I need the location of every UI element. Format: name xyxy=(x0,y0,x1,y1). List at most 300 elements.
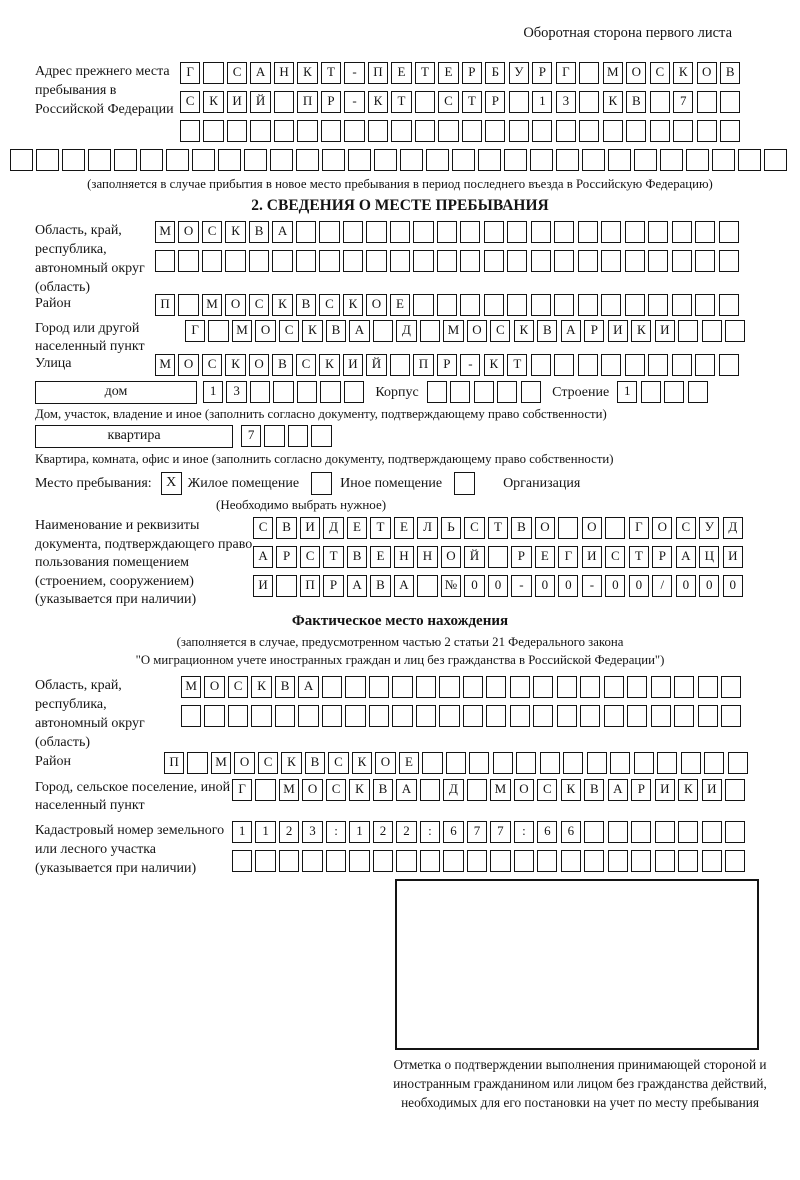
char-cell[interactable] xyxy=(227,120,247,142)
char-cell[interactable]: Р xyxy=(631,779,651,801)
char-cell[interactable] xyxy=(651,676,671,698)
char-cell[interactable] xyxy=(641,381,661,403)
char-cell[interactable]: М xyxy=(232,320,252,342)
char-cell[interactable]: Р xyxy=(511,546,531,568)
char-cell[interactable]: М xyxy=(490,779,510,801)
char-cell[interactable]: - xyxy=(582,575,602,597)
char-cell[interactable] xyxy=(764,149,787,171)
char-cell[interactable] xyxy=(579,120,599,142)
char-cell[interactable] xyxy=(507,294,527,316)
char-cell[interactable] xyxy=(326,850,346,872)
char-cell[interactable] xyxy=(279,850,299,872)
char-cell[interactable] xyxy=(415,91,435,113)
char-cell[interactable]: А xyxy=(608,779,628,801)
char-cell[interactable]: Ц xyxy=(699,546,719,568)
char-cell[interactable]: Г xyxy=(556,62,576,84)
char-cell[interactable] xyxy=(578,294,598,316)
char-cell[interactable] xyxy=(62,149,85,171)
char-cell[interactable] xyxy=(345,676,365,698)
char-cell[interactable] xyxy=(296,149,319,171)
char-cell[interactable]: 1 xyxy=(532,91,552,113)
char-cell[interactable] xyxy=(603,120,623,142)
char-cell[interactable]: 6 xyxy=(443,821,463,843)
char-cell[interactable] xyxy=(531,221,551,243)
char-cell[interactable] xyxy=(343,221,363,243)
char-cell[interactable] xyxy=(678,850,698,872)
char-cell[interactable] xyxy=(648,354,668,376)
char-cell[interactable]: 6 xyxy=(537,821,557,843)
char-cell[interactable] xyxy=(272,250,292,272)
char-cell[interactable]: 7 xyxy=(467,821,487,843)
char-cell[interactable] xyxy=(531,250,551,272)
char-cell[interactable] xyxy=(478,149,501,171)
char-cell[interactable]: Т xyxy=(370,517,390,539)
char-cell[interactable] xyxy=(369,676,389,698)
char-cell[interactable]: 0 xyxy=(535,575,555,597)
char-cell[interactable] xyxy=(88,149,111,171)
char-cell[interactable]: С xyxy=(326,779,346,801)
char-cell[interactable]: Т xyxy=(415,62,435,84)
char-cell[interactable] xyxy=(702,850,722,872)
char-cell[interactable] xyxy=(413,294,433,316)
char-cell[interactable] xyxy=(232,850,252,872)
char-cell[interactable]: Т xyxy=(629,546,649,568)
char-cell[interactable] xyxy=(497,381,517,403)
char-cell[interactable] xyxy=(413,221,433,243)
char-cell[interactable] xyxy=(719,221,739,243)
char-cell[interactable] xyxy=(608,821,628,843)
char-cell[interactable] xyxy=(698,705,718,727)
char-cell[interactable]: К xyxy=(631,320,651,342)
char-cell[interactable] xyxy=(296,250,316,272)
char-cell[interactable]: С xyxy=(300,546,320,568)
char-cell[interactable]: М xyxy=(155,354,175,376)
char-cell[interactable]: Й xyxy=(250,91,270,113)
char-cell[interactable]: И xyxy=(227,91,247,113)
char-cell[interactable]: А xyxy=(347,575,367,597)
char-cell[interactable] xyxy=(664,381,684,403)
char-cell[interactable] xyxy=(400,149,423,171)
char-cell[interactable]: К xyxy=(349,779,369,801)
char-cell[interactable] xyxy=(557,705,577,727)
char-cell[interactable] xyxy=(460,294,480,316)
char-cell[interactable] xyxy=(695,221,715,243)
char-cell[interactable]: К xyxy=(319,354,339,376)
char-cell[interactable]: 0 xyxy=(629,575,649,597)
char-cell[interactable]: 0 xyxy=(605,575,625,597)
char-cell[interactable] xyxy=(650,120,670,142)
char-cell[interactable] xyxy=(578,250,598,272)
char-cell[interactable] xyxy=(437,221,457,243)
char-cell[interactable] xyxy=(578,354,598,376)
char-cell[interactable] xyxy=(648,294,668,316)
char-cell[interactable] xyxy=(554,221,574,243)
char-cell[interactable]: М xyxy=(603,62,623,84)
char-cell[interactable] xyxy=(390,354,410,376)
char-cell[interactable] xyxy=(719,354,739,376)
char-cell[interactable]: К xyxy=(272,294,292,316)
checkbox-organizatsiya[interactable] xyxy=(454,472,475,495)
char-cell[interactable] xyxy=(509,120,529,142)
char-cell[interactable] xyxy=(322,676,342,698)
char-cell[interactable] xyxy=(651,705,671,727)
char-cell[interactable]: С xyxy=(228,676,248,698)
char-cell[interactable] xyxy=(374,149,397,171)
char-cell[interactable]: А xyxy=(272,221,292,243)
char-cell[interactable] xyxy=(672,354,692,376)
char-cell[interactable] xyxy=(514,850,534,872)
char-cell[interactable] xyxy=(202,250,222,272)
char-cell[interactable] xyxy=(343,250,363,272)
char-cell[interactable]: О xyxy=(255,320,275,342)
char-cell[interactable]: С xyxy=(227,62,247,84)
char-cell[interactable] xyxy=(192,149,215,171)
char-cell[interactable]: С xyxy=(296,354,316,376)
char-cell[interactable]: А xyxy=(298,676,318,698)
char-cell[interactable]: Т xyxy=(391,91,411,113)
char-cell[interactable] xyxy=(634,752,654,774)
char-cell[interactable] xyxy=(712,149,735,171)
char-cell[interactable]: О xyxy=(249,354,269,376)
char-cell[interactable] xyxy=(203,62,223,84)
char-cell[interactable] xyxy=(584,850,604,872)
char-cell[interactable]: И xyxy=(253,575,273,597)
char-cell[interactable] xyxy=(274,91,294,113)
char-cell[interactable] xyxy=(530,149,553,171)
char-cell[interactable] xyxy=(660,149,683,171)
char-cell[interactable] xyxy=(249,250,269,272)
char-cell[interactable] xyxy=(678,821,698,843)
char-cell[interactable]: О xyxy=(178,221,198,243)
char-cell[interactable]: П xyxy=(164,752,184,774)
char-cell[interactable]: Т xyxy=(462,91,482,113)
char-cell[interactable] xyxy=(627,676,647,698)
char-cell[interactable]: П xyxy=(300,575,320,597)
char-cell[interactable] xyxy=(349,850,369,872)
char-cell[interactable] xyxy=(484,250,504,272)
char-cell[interactable]: Г xyxy=(185,320,205,342)
char-cell[interactable] xyxy=(204,705,224,727)
char-cell[interactable]: С xyxy=(438,91,458,113)
char-cell[interactable]: В xyxy=(370,575,390,597)
char-cell[interactable]: С xyxy=(319,294,339,316)
char-cell[interactable]: Р xyxy=(437,354,457,376)
char-cell[interactable] xyxy=(344,381,364,403)
char-cell[interactable]: В xyxy=(373,779,393,801)
char-cell[interactable]: О xyxy=(204,676,224,698)
char-cell[interactable] xyxy=(415,120,435,142)
char-cell[interactable] xyxy=(348,149,371,171)
char-cell[interactable]: Е xyxy=(394,517,414,539)
char-cell[interactable] xyxy=(297,381,317,403)
char-cell[interactable]: Б xyxy=(485,62,505,84)
char-cell[interactable] xyxy=(610,752,630,774)
char-cell[interactable]: 1 xyxy=(232,821,252,843)
char-cell[interactable] xyxy=(460,250,480,272)
char-cell[interactable] xyxy=(704,752,724,774)
char-cell[interactable] xyxy=(298,705,318,727)
char-cell[interactable] xyxy=(244,149,267,171)
char-cell[interactable] xyxy=(521,381,541,403)
char-cell[interactable] xyxy=(484,221,504,243)
char-cell[interactable] xyxy=(604,676,624,698)
char-cell[interactable]: Д xyxy=(396,320,416,342)
char-cell[interactable] xyxy=(686,149,709,171)
char-cell[interactable]: 3 xyxy=(302,821,322,843)
char-cell[interactable] xyxy=(608,850,628,872)
char-cell[interactable] xyxy=(558,517,578,539)
char-cell[interactable] xyxy=(601,250,621,272)
char-cell[interactable]: 2 xyxy=(279,821,299,843)
char-cell[interactable]: И xyxy=(343,354,363,376)
char-cell[interactable] xyxy=(601,294,621,316)
char-cell[interactable] xyxy=(463,705,483,727)
char-cell[interactable] xyxy=(533,705,553,727)
char-cell[interactable]: О xyxy=(441,546,461,568)
char-cell[interactable]: О xyxy=(514,779,534,801)
char-cell[interactable] xyxy=(322,149,345,171)
char-cell[interactable] xyxy=(413,250,433,272)
char-cell[interactable] xyxy=(250,120,270,142)
char-cell[interactable] xyxy=(678,320,698,342)
char-cell[interactable]: 1 xyxy=(349,821,369,843)
char-cell[interactable] xyxy=(275,705,295,727)
char-cell[interactable]: Й xyxy=(464,546,484,568)
char-cell[interactable] xyxy=(485,120,505,142)
char-cell[interactable] xyxy=(557,676,577,698)
char-cell[interactable]: О xyxy=(535,517,555,539)
char-cell[interactable] xyxy=(625,221,645,243)
char-cell[interactable]: Ь xyxy=(441,517,461,539)
char-cell[interactable]: А xyxy=(396,779,416,801)
char-cell[interactable]: И xyxy=(655,320,675,342)
char-cell[interactable] xyxy=(725,779,745,801)
char-cell[interactable] xyxy=(443,850,463,872)
char-cell[interactable]: Р xyxy=(321,91,341,113)
char-cell[interactable]: Н xyxy=(274,62,294,84)
char-cell[interactable] xyxy=(36,149,59,171)
char-cell[interactable] xyxy=(531,294,551,316)
char-cell[interactable] xyxy=(648,250,668,272)
char-cell[interactable] xyxy=(114,149,137,171)
char-cell[interactable] xyxy=(626,120,646,142)
char-cell[interactable]: Р xyxy=(584,320,604,342)
char-cell[interactable]: В xyxy=(276,517,296,539)
char-cell[interactable] xyxy=(319,221,339,243)
char-cell[interactable]: № xyxy=(441,575,461,597)
char-cell[interactable] xyxy=(580,676,600,698)
char-cell[interactable] xyxy=(446,752,466,774)
char-cell[interactable] xyxy=(493,752,513,774)
char-cell[interactable] xyxy=(627,705,647,727)
char-cell[interactable]: С xyxy=(279,320,299,342)
char-cell[interactable] xyxy=(490,850,510,872)
char-cell[interactable] xyxy=(416,676,436,698)
char-cell[interactable]: 7 xyxy=(673,91,693,113)
char-cell[interactable] xyxy=(531,354,551,376)
char-cell[interactable]: Т xyxy=(507,354,527,376)
char-cell[interactable] xyxy=(463,676,483,698)
char-cell[interactable]: 1 xyxy=(203,381,223,403)
char-cell[interactable] xyxy=(625,354,645,376)
char-cell[interactable] xyxy=(437,294,457,316)
char-cell[interactable] xyxy=(504,149,527,171)
char-cell[interactable]: Е xyxy=(347,517,367,539)
char-cell[interactable]: О xyxy=(626,62,646,84)
char-cell[interactable]: П xyxy=(297,91,317,113)
char-cell[interactable] xyxy=(601,221,621,243)
char-cell[interactable]: С xyxy=(537,779,557,801)
char-cell[interactable] xyxy=(725,850,745,872)
char-cell[interactable] xyxy=(321,120,341,142)
char-cell[interactable]: К xyxy=(343,294,363,316)
char-cell[interactable]: Е xyxy=(399,752,419,774)
char-cell[interactable] xyxy=(255,779,275,801)
char-cell[interactable]: - xyxy=(344,62,364,84)
char-cell[interactable]: О xyxy=(178,354,198,376)
char-cell[interactable]: В xyxy=(511,517,531,539)
char-cell[interactable] xyxy=(392,705,412,727)
char-cell[interactable] xyxy=(579,91,599,113)
char-cell[interactable]: М xyxy=(202,294,222,316)
char-cell[interactable]: А xyxy=(349,320,369,342)
char-cell[interactable] xyxy=(427,381,447,403)
char-cell[interactable]: О xyxy=(234,752,254,774)
char-cell[interactable] xyxy=(450,381,470,403)
char-cell[interactable] xyxy=(296,221,316,243)
char-cell[interactable]: С xyxy=(249,294,269,316)
char-cell[interactable] xyxy=(674,676,694,698)
char-cell[interactable]: А xyxy=(676,546,696,568)
char-cell[interactable]: У xyxy=(699,517,719,539)
char-cell[interactable]: Е xyxy=(390,294,410,316)
char-cell[interactable]: Г xyxy=(180,62,200,84)
char-cell[interactable] xyxy=(556,149,579,171)
char-cell[interactable] xyxy=(396,850,416,872)
char-cell[interactable]: Т xyxy=(488,517,508,539)
char-cell[interactable] xyxy=(719,294,739,316)
char-cell[interactable]: С xyxy=(464,517,484,539)
char-cell[interactable] xyxy=(537,850,557,872)
char-cell[interactable]: К xyxy=(352,752,372,774)
char-cell[interactable]: 2 xyxy=(373,821,393,843)
char-cell[interactable] xyxy=(625,250,645,272)
char-cell[interactable] xyxy=(672,250,692,272)
char-cell[interactable] xyxy=(556,120,576,142)
char-cell[interactable] xyxy=(655,821,675,843)
char-cell[interactable] xyxy=(721,705,741,727)
char-cell[interactable]: И xyxy=(582,546,602,568)
char-cell[interactable] xyxy=(720,91,740,113)
char-cell[interactable] xyxy=(297,120,317,142)
char-cell[interactable]: Р xyxy=(462,62,482,84)
char-cell[interactable] xyxy=(510,705,530,727)
char-cell[interactable] xyxy=(390,250,410,272)
char-cell[interactable] xyxy=(561,850,581,872)
char-cell[interactable]: И xyxy=(608,320,628,342)
char-cell[interactable] xyxy=(218,149,241,171)
char-cell[interactable] xyxy=(631,821,651,843)
char-cell[interactable]: О xyxy=(697,62,717,84)
char-cell[interactable] xyxy=(322,705,342,727)
char-cell[interactable] xyxy=(276,575,296,597)
char-cell[interactable] xyxy=(672,294,692,316)
char-cell[interactable] xyxy=(462,120,482,142)
char-cell[interactable]: С xyxy=(605,546,625,568)
char-cell[interactable] xyxy=(345,705,365,727)
char-cell[interactable]: М xyxy=(279,779,299,801)
char-cell[interactable]: С xyxy=(180,91,200,113)
char-cell[interactable]: Е xyxy=(438,62,458,84)
char-cell[interactable] xyxy=(467,779,487,801)
char-cell[interactable] xyxy=(420,320,440,342)
char-cell[interactable] xyxy=(488,546,508,568)
char-cell[interactable]: С xyxy=(202,354,222,376)
char-cell[interactable] xyxy=(469,752,489,774)
char-cell[interactable] xyxy=(420,850,440,872)
char-cell[interactable] xyxy=(554,294,574,316)
char-cell[interactable]: О xyxy=(652,517,672,539)
char-cell[interactable]: - xyxy=(460,354,480,376)
char-cell[interactable] xyxy=(288,425,308,447)
char-cell[interactable] xyxy=(270,149,293,171)
char-cell[interactable] xyxy=(507,221,527,243)
char-cell[interactable] xyxy=(655,850,675,872)
char-cell[interactable]: Р xyxy=(485,91,505,113)
char-cell[interactable] xyxy=(426,149,449,171)
char-cell[interactable] xyxy=(439,705,459,727)
char-cell[interactable] xyxy=(510,676,530,698)
char-cell[interactable] xyxy=(697,91,717,113)
char-cell[interactable] xyxy=(563,752,583,774)
char-cell[interactable]: 3 xyxy=(556,91,576,113)
char-cell[interactable] xyxy=(274,120,294,142)
char-cell[interactable]: М xyxy=(181,676,201,698)
char-cell[interactable]: П xyxy=(413,354,433,376)
char-cell[interactable]: Р xyxy=(652,546,672,568)
char-cell[interactable] xyxy=(422,752,442,774)
char-cell[interactable] xyxy=(250,381,270,403)
char-cell[interactable] xyxy=(10,149,33,171)
char-cell[interactable]: К xyxy=(297,62,317,84)
char-cell[interactable]: К xyxy=(225,221,245,243)
char-cell[interactable] xyxy=(369,705,389,727)
char-cell[interactable]: Р xyxy=(532,62,552,84)
char-cell[interactable] xyxy=(584,821,604,843)
char-cell[interactable] xyxy=(533,676,553,698)
char-cell[interactable] xyxy=(203,120,223,142)
char-cell[interactable]: О xyxy=(375,752,395,774)
char-cell[interactable]: М xyxy=(211,752,231,774)
char-cell[interactable]: 1 xyxy=(255,821,275,843)
char-cell[interactable] xyxy=(344,120,364,142)
char-cell[interactable] xyxy=(484,294,504,316)
char-cell[interactable]: М xyxy=(443,320,463,342)
char-cell[interactable] xyxy=(225,250,245,272)
char-cell[interactable]: Е xyxy=(370,546,390,568)
char-cell[interactable]: 0 xyxy=(723,575,743,597)
char-cell[interactable]: К xyxy=(203,91,223,113)
char-cell[interactable]: 3 xyxy=(226,381,246,403)
char-cell[interactable]: И xyxy=(655,779,675,801)
char-cell[interactable]: 0 xyxy=(488,575,508,597)
char-cell[interactable]: Р xyxy=(276,546,296,568)
char-cell[interactable]: И xyxy=(300,517,320,539)
char-cell[interactable] xyxy=(674,705,694,727)
char-cell[interactable] xyxy=(416,705,436,727)
char-cell[interactable] xyxy=(516,752,536,774)
char-cell[interactable] xyxy=(540,752,560,774)
